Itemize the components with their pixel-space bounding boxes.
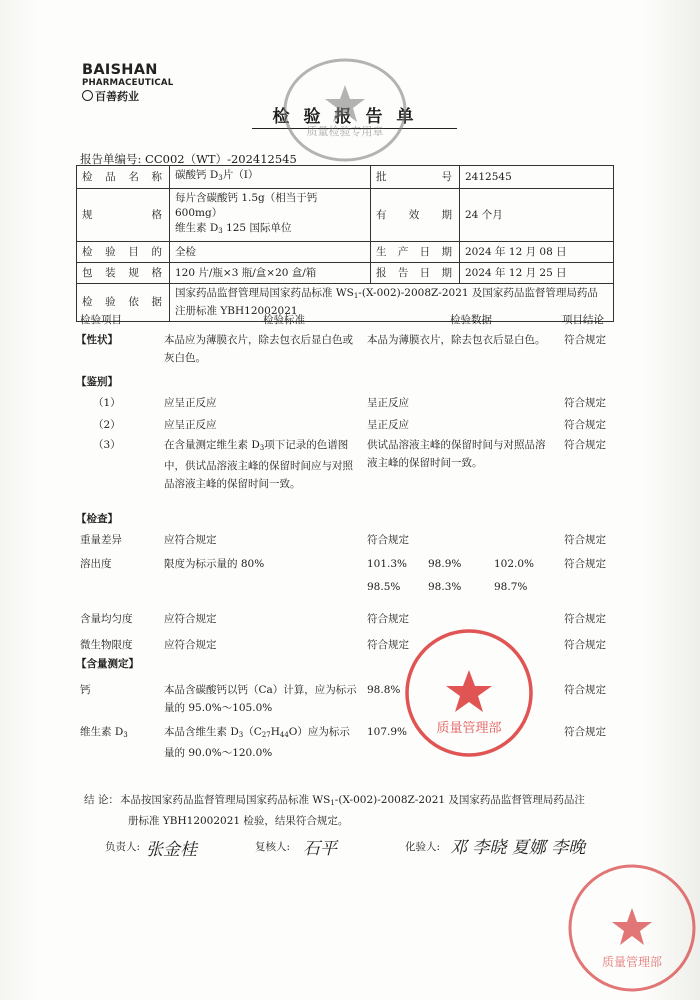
uniformity-data: 符合规定 [367, 613, 409, 625]
product-name-label: 检品名称 [77, 166, 170, 189]
dissolution-value: 102.0% [494, 558, 535, 570]
spec-label: 规格 [77, 189, 170, 242]
vitd-data: 107.9% [367, 726, 408, 738]
vitd-standard: 本品含维生素 $D_3(C_{27}H_{44}O)$应为标示量的 90.0%～120.0% [164, 726, 350, 759]
responsible-label: 负责人: [105, 841, 141, 853]
tester-label: 化验人: [405, 841, 441, 853]
mfg-date-value: 2024 年 12 月 08 日 [460, 242, 614, 263]
header-standard: 检验标准 [263, 314, 305, 326]
report-title: 检验报告单 [272, 107, 428, 127]
distributor-seal-icon [562, 858, 700, 1000]
uniformity-conclusion: 符合规定 [564, 613, 606, 625]
calcium-data: 98.8% [367, 684, 401, 696]
ident-1-standard: 应呈正反应 [164, 397, 217, 409]
dissolution-standard: 限度为标示量的 80% [164, 558, 265, 570]
svg-text:质量检验专用章: 质量检验专用章 [306, 125, 384, 138]
company-logo-subtitle: PHARMACEUTICAL [82, 78, 174, 88]
header-item: 检验项目 [80, 314, 122, 326]
microbial-conclusion: 符合规定 [564, 639, 606, 651]
microbial-item: 微生物限度 [80, 639, 133, 651]
pack-value: 120 片/瓶×3 瓶/盒×20 盒/箱 [170, 263, 371, 284]
company-logo-chinese: 百善药业 [82, 88, 139, 104]
ident-1-data: 呈正反应 [367, 397, 409, 409]
weight-standard: 应符合规定 [164, 534, 217, 546]
ident-2-item: （2） [93, 419, 121, 431]
ident-2-standard: 应呈正反应 [164, 419, 217, 431]
batch-value: 2412545 [460, 166, 614, 189]
ident-1-conclusion: 符合规定 [564, 397, 606, 409]
weight-data: 符合规定 [367, 534, 409, 546]
company-logo-name: BAISHAN [82, 62, 158, 78]
ident-1-item: （1） [93, 397, 121, 409]
calcium-standard: 本品含碳酸钙以钙（Ca）计算，应为标示量的 95.0%～105.0% [164, 684, 357, 714]
microbial-standard: 应符合规定 [164, 639, 217, 651]
reviewer-label: 复核人: [255, 841, 291, 853]
dissolution-item: 溶出度 [80, 558, 112, 570]
conclusion-text-line2: 册标准 YBH12002021 检验，结果符合规定。 [128, 815, 349, 827]
spec-value: 每片含碳酸钙 1.5g（相当于钙 600mg） 维生素 $D_3$ 125 国际单位 [170, 189, 371, 242]
vitd-conclusion: 符合规定 [564, 726, 606, 738]
header-data: 检验数据 [450, 314, 492, 326]
vitd-item: 维生素 $D_3$ [80, 726, 128, 739]
character-standard: 本品应为薄膜衣片，除去包衣后显白色或灰白色。 [164, 334, 353, 364]
basis-value: 国家药品监督管理局国家药品标准 $WS_1-(X-002)-2008Z-2021$ 及国家药品监督管理局药品注册标准 YBH12002021 [170, 284, 614, 322]
purpose-value: 全检 [170, 242, 371, 263]
uniformity-item: 含量均匀度 [80, 613, 133, 625]
weight-item: 重量差异 [80, 534, 122, 546]
dissolution-value: 101.3% [367, 558, 408, 570]
report-date-value: 2024 年 12 月 25 日 [460, 263, 614, 284]
dissolution-value: 98.9% [428, 558, 462, 570]
calcium-item: 钙 [80, 684, 91, 696]
mfg-date-label: 生产日期 [371, 242, 460, 263]
ident-3-conclusion: 符合规定 [564, 439, 606, 451]
dissolution-value: 98.5% [367, 581, 401, 593]
section-assay: 【含量测定】 [76, 658, 139, 670]
dissolution-value: 98.3% [428, 581, 462, 593]
weight-conclusion: 符合规定 [564, 534, 606, 546]
quality-inspection-seal-icon [280, 55, 410, 165]
conclusion-label: 结 论： [84, 794, 119, 806]
report-date-label: 报告日期 [371, 263, 460, 284]
section-identification: 【鉴别】 [76, 376, 118, 388]
validity-value: 24 个月 [460, 189, 614, 242]
pack-label: 包装规格 [77, 263, 170, 284]
character-conclusion: 符合规定 [564, 334, 606, 346]
tester-signature: 邓 李晓 夏娜 李晚 [450, 838, 586, 858]
ident-2-data: 呈正反应 [367, 419, 409, 431]
conclusion-text: 本品按国家药品监督管理局国家药品标准 $WS_1-(X-002)-2008Z-2021$ 及国家药品监督管理局药品注 [120, 794, 585, 807]
section-character: 【性状】 [76, 334, 118, 346]
reviewer-signature: 石平 [303, 839, 337, 859]
uniformity-standard: 应符合规定 [164, 613, 217, 625]
character-data: 本品为薄膜衣片，除去包衣后显白色。 [367, 334, 546, 346]
svg-text:质量管理部: 质量管理部 [601, 955, 663, 969]
basis-label: 检验依据 [77, 284, 170, 322]
section-inspection: 【检查】 [76, 513, 118, 525]
info-table [76, 165, 614, 322]
ident-3-item: （3） [93, 439, 121, 451]
calcium-conclusion: 符合规定 [564, 684, 606, 696]
report-number: 报告单编号: CC002（WT）-202412545 [80, 152, 297, 166]
header-conclusion: 项目结论 [562, 314, 604, 326]
logo-mark-icon [82, 90, 93, 101]
batch-label: 批号 [371, 166, 460, 189]
product-name-value: 碳酸钙 $D_3$片（Ⅰ） [170, 166, 371, 189]
quality-management-seal-icon [402, 626, 536, 760]
validity-label: 有效期 [371, 189, 460, 242]
svg-text:质量管理部: 质量管理部 [436, 721, 502, 736]
ident-3-standard: 在含量测定维生素 $D_3$项下记录的色谱图中，供试品溶液主峰的保留时间应与对照品溶液主峰的保留时间一致。 [164, 439, 353, 490]
dissolution-conclusion: 符合规定 [564, 558, 606, 570]
microbial-data: 符合规定 [367, 639, 409, 651]
purpose-label: 检验目的 [77, 242, 170, 263]
responsible-signature: 张金桂 [146, 840, 197, 860]
dissolution-value: 98.7% [494, 581, 528, 593]
ident-2-conclusion: 符合规定 [564, 419, 606, 431]
ident-3-data: 供试品溶液主峰的保留时间与对照品溶液主峰的保留时间一致。 [367, 439, 546, 469]
